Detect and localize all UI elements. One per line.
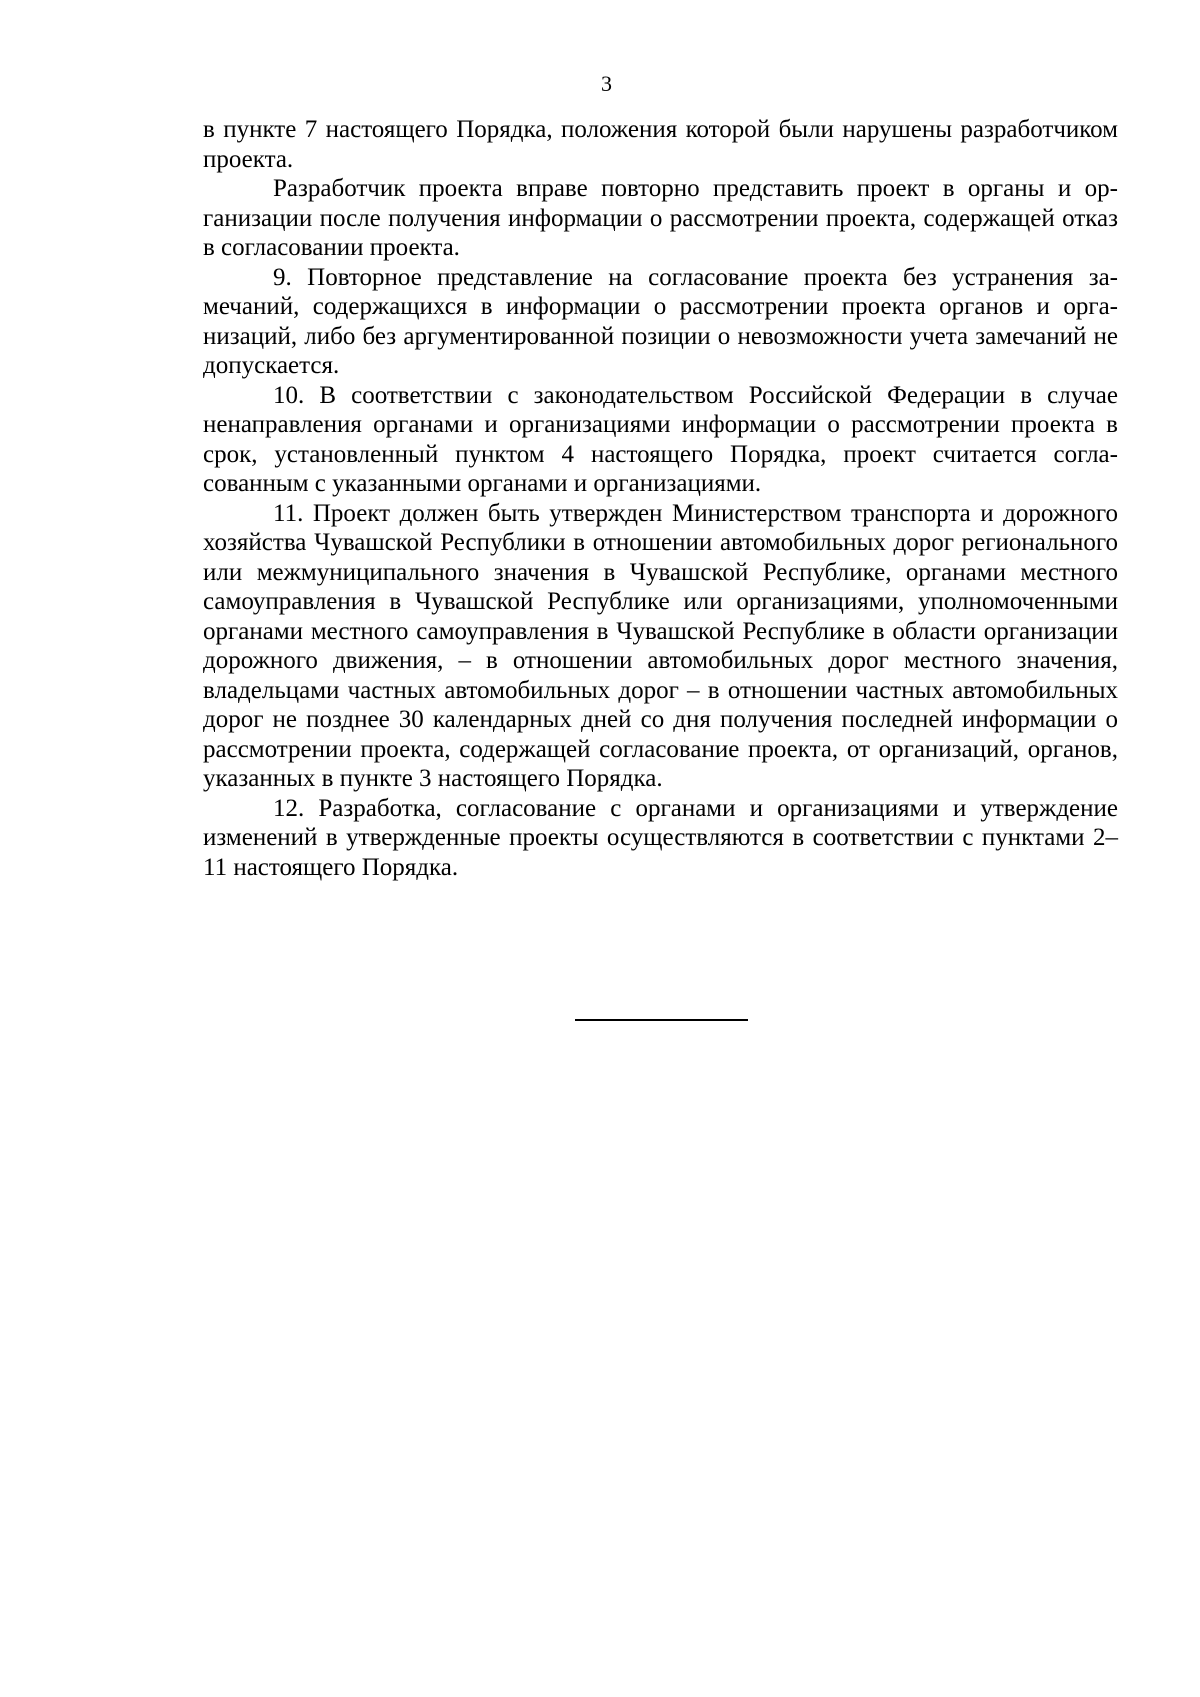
paragraph-item-12: 12. Разработка, согласование с органами и организациями и утверждение изменений в утвержденные проекты осуществляются в соответствии с пунктами 2–11 настоящего Порядка. <box>203 794 1118 881</box>
page-number: 3 <box>601 71 612 96</box>
document-body <box>203 115 1118 882</box>
paragraph-resubmission: Разработчик проекта вправе повторно представить проект в органы и организации после получения информации о рассмотрении проекта, содержащей отказ в согласовании проекта. <box>203 175 1118 261</box>
paragraph-item-9: 9. Повторное представление на согласование проекта без устранения замечаний, содержащихся в информации о рассмотрении проекта органов и организаций, либо без аргументированной позиции о невозможности учета замечаний не допускается. <box>203 263 1118 379</box>
end-separator-line <box>575 1019 748 1021</box>
paragraph-item-10: 10. В соответствии с законодательством Российской Федерации в случае ненаправления органами и организациями информации о рассмотрении проекта в срок, установленный пунктом 4 настоящего Порядка, проект считается согласованным с указанными органами и организациями. <box>203 381 1118 497</box>
paragraph-continuation: в пункте 7 настоящего Порядка, положения которой были нарушены разработчиком проекта. <box>203 116 1118 173</box>
paragraph-item-11: 11. Проект должен быть утвержден Министерством транспорта и дорожного хозяйства Чувашской Республики в отношении автомобильных дорог регионального или межмуниципального значения в Чувашской Республике, органами местного самоуправления в Чувашской Республике или организациями, уполномоченными органами местного самоуправления в Чувашской Республике в области организации дорожного движения, – в отношении автомобильных дорог местного значения, владельцами частных автомобильных дорог – в отношении частных автомобильных дорог не позднее 30 календарных дней со дня получения последней информации о рассмотрении проекта, содержащей согласование проекта, от организаций, органов, указанных в пункте 3 настоящего Порядка. <box>203 499 1118 792</box>
